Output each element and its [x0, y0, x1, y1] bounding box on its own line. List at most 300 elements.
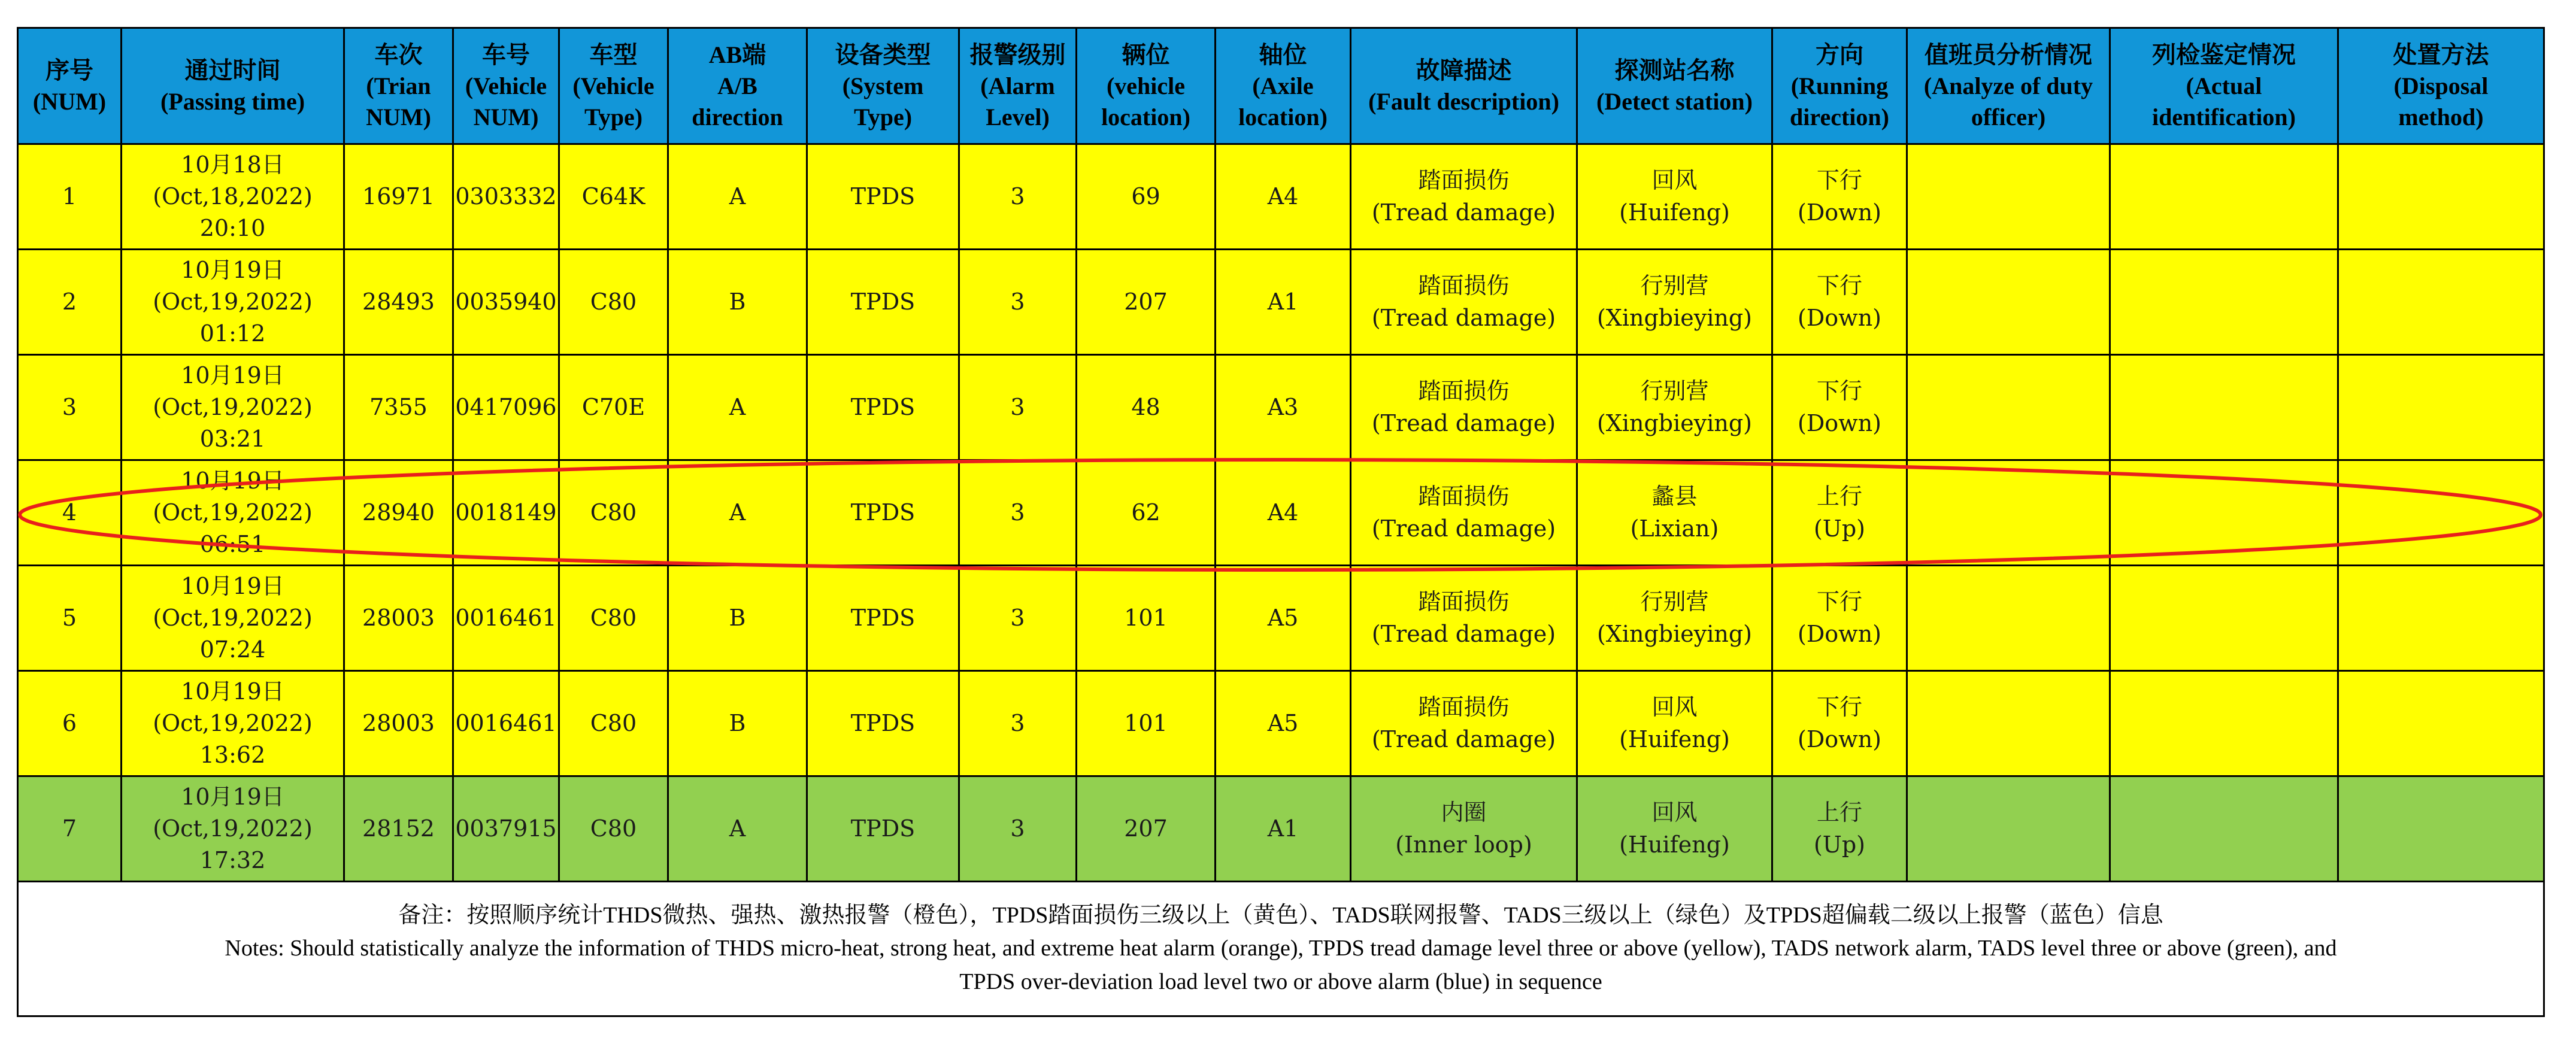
- header-cell: [559, 28, 668, 144]
- cell-text: (Oct,18,2022): [153, 183, 313, 210]
- ab-direction-cell: [668, 776, 807, 882]
- header-label-zh: 处置方法: [2393, 41, 2489, 68]
- header-cell: [807, 28, 959, 144]
- cell-text: 10月19日: [181, 678, 284, 705]
- alarm-level-cell: [959, 250, 1077, 355]
- cell-text: 69: [1131, 183, 1160, 210]
- cell-text: (Tread damage): [1371, 620, 1556, 647]
- vehicle-num-cell: [453, 144, 559, 250]
- header-label-en: (Analyze of duty: [1923, 72, 2093, 99]
- vehicle-location-cell: [1077, 144, 1216, 250]
- header-cell: [1077, 28, 1216, 144]
- detect-station-cell: [1577, 144, 1772, 250]
- cell-text: (Oct,19,2022): [153, 393, 313, 420]
- running-direction-cell: [1772, 144, 1907, 250]
- cell-text: C64K: [581, 183, 645, 210]
- cell-text: 28003: [362, 604, 435, 631]
- cell-text: 回风: [1651, 799, 1698, 826]
- cell-text: (Oct,19,2022): [153, 604, 313, 631]
- cell-text: TPDS: [850, 393, 916, 420]
- header-label-zh: 方向: [1816, 41, 1863, 68]
- cell-text: (Down): [1798, 199, 1881, 226]
- cell-text: 62: [1131, 499, 1160, 526]
- header-label-zh: 列检鉴定情况: [2152, 41, 2296, 68]
- cell-text: A: [729, 815, 746, 842]
- cell-text: (Down): [1798, 409, 1881, 436]
- cell-text: C80: [590, 709, 637, 736]
- cell-text: 0037915: [455, 815, 557, 842]
- header-label-zh: 探测站名称: [1614, 56, 1735, 84]
- disposal-method-cell: [2338, 776, 2544, 882]
- cell-text: 03:21: [199, 426, 266, 453]
- cell-text: TPDS: [850, 815, 916, 842]
- cell-text: 回风: [1651, 167, 1698, 194]
- ab-direction-cell: [668, 671, 807, 776]
- actual-identification-cell: [2110, 671, 2338, 776]
- cell-text: 下行: [1816, 588, 1862, 615]
- cell-text: 16971: [362, 183, 435, 210]
- duty-officer-analysis-cell: [1907, 566, 2110, 671]
- cell-text: 48: [1131, 393, 1160, 420]
- header-label-zh: 轴位: [1259, 41, 1307, 68]
- fault-description-cell: [1351, 355, 1577, 460]
- header-label-en: (Axile: [1252, 72, 1314, 99]
- detect-station-cell: [1577, 776, 1772, 882]
- header-cell: [1216, 28, 1351, 144]
- train-num-cell: [344, 250, 453, 355]
- cell-text: 101: [1124, 709, 1168, 736]
- alarm-level-cell: [959, 671, 1077, 776]
- actual-identification-cell: [2110, 566, 2338, 671]
- table-header: [18, 28, 2544, 144]
- notes-cell: [18, 882, 2544, 1016]
- cell-text: C80: [590, 815, 637, 842]
- passing-time-cell: [122, 355, 344, 460]
- cell-text: 10月19日: [181, 362, 284, 389]
- cell-text: 207: [1124, 815, 1168, 842]
- cell-text: (Inner loop): [1395, 831, 1532, 858]
- table-row: [18, 144, 2544, 250]
- actual-identification-cell: [2110, 460, 2338, 566]
- vehicle-location-cell: [1077, 460, 1216, 566]
- cell-text: (Tread damage): [1371, 409, 1556, 436]
- axle-location-cell: [1216, 355, 1351, 460]
- cell-text: C80: [590, 499, 637, 526]
- ab-direction-cell: [668, 355, 807, 460]
- cell-text: 踏面损伤: [1418, 588, 1510, 615]
- cell-text: 0018149: [455, 499, 557, 526]
- num-cell: [18, 671, 122, 776]
- cell-text: 207: [1124, 288, 1168, 315]
- cell-text: (Tread damage): [1371, 726, 1556, 752]
- header-label-en2: direction): [1790, 103, 1889, 130]
- cell-text: 6: [62, 709, 77, 736]
- cell-text: (Up): [1813, 831, 1865, 858]
- running-direction-cell: [1772, 460, 1907, 566]
- header-label-en2: direction: [692, 103, 783, 130]
- header-cell: [1772, 28, 1907, 144]
- cell-text: 28940: [362, 499, 435, 526]
- cell-text: TPDS: [850, 709, 916, 736]
- duty-officer-analysis-cell: [1907, 776, 2110, 882]
- cell-text: TPDS: [850, 183, 916, 210]
- num-cell: [18, 460, 122, 566]
- header-label-zh: 辆位: [1122, 41, 1170, 68]
- notes-english-line-2: TPDS over-deviation load level two or above alarm (blue) in sequence: [959, 969, 1602, 994]
- cell-text: (Down): [1798, 620, 1881, 647]
- num-cell: [18, 355, 122, 460]
- header-label-en2: Type): [853, 103, 913, 130]
- cell-text: A1: [1267, 815, 1299, 842]
- vehicle-num-cell: [453, 671, 559, 776]
- cell-text: (Huifeng): [1619, 831, 1730, 858]
- header-label-en: (Vehicle: [572, 72, 654, 99]
- header-label-en2: method): [2398, 103, 2484, 130]
- header-label-zh: 车次: [374, 41, 423, 68]
- cell-text: 7: [62, 815, 77, 842]
- vehicle-type-cell: [559, 776, 668, 882]
- system-type-cell: [807, 460, 959, 566]
- cell-text: A5: [1267, 604, 1299, 631]
- num-cell: [18, 776, 122, 882]
- alarm-level-cell: [959, 355, 1077, 460]
- notes-chinese: 备注：按照顺序统计THDS微热、强热、激热报警（橙色），TPDS踏面损伤三级以上（黄色）、TADS联网报警、TADS三级以上（绿色）及TPDS超偏载二级以上报警（蓝色）信息: [398, 903, 2163, 928]
- cell-text: (Tread damage): [1371, 304, 1556, 331]
- cell-text: 下行: [1816, 167, 1862, 194]
- vehicle-type-cell: [559, 460, 668, 566]
- axle-location-cell: [1216, 144, 1351, 250]
- cell-text: C70E: [581, 393, 645, 420]
- cell-text: 踏面损伤: [1418, 483, 1510, 510]
- detect-station-cell: [1577, 566, 1772, 671]
- cell-text: (Up): [1813, 515, 1865, 542]
- cell-text: (Oct,19,2022): [153, 815, 313, 842]
- duty-officer-analysis-cell: [1907, 671, 2110, 776]
- header-label-zh: 车号: [482, 41, 530, 68]
- duty-officer-analysis-cell: [1907, 355, 2110, 460]
- cell-text: A: [729, 499, 746, 526]
- fault-description-cell: [1351, 566, 1577, 671]
- cell-text: 10月19日: [181, 467, 284, 494]
- header-label-zh: 车型: [589, 41, 638, 68]
- running-direction-cell: [1772, 671, 1907, 776]
- header-label-en: (vehicle: [1106, 72, 1186, 99]
- header-label-zh: 报警级别: [969, 41, 1066, 68]
- cell-text: A4: [1267, 183, 1299, 210]
- disposal-method-cell: [2338, 566, 2544, 671]
- cell-text: 踏面损伤: [1418, 694, 1510, 721]
- vehicle-type-cell: [559, 355, 668, 460]
- train-num-cell: [344, 355, 453, 460]
- header-label-en2: NUM): [366, 103, 431, 130]
- header-cell: [959, 28, 1077, 144]
- header-label-en: (Alarm: [980, 72, 1055, 99]
- vehicle-num-cell: [453, 566, 559, 671]
- header-label-zh: 故障描述: [1416, 56, 1512, 84]
- ab-direction-cell: [668, 460, 807, 566]
- vehicle-location-cell: [1077, 776, 1216, 882]
- ab-direction-cell: [668, 566, 807, 671]
- cell-text: (Oct,19,2022): [153, 709, 313, 736]
- detect-station-cell: [1577, 355, 1772, 460]
- train-num-cell: [344, 671, 453, 776]
- detect-station-cell: [1577, 460, 1772, 566]
- cell-text: 06:51: [199, 531, 266, 558]
- fault-description-cell: [1351, 250, 1577, 355]
- cell-text: 踏面损伤: [1418, 378, 1510, 405]
- alarm-level-cell: [959, 776, 1077, 882]
- cell-text: 3: [1010, 709, 1025, 736]
- train-num-cell: [344, 144, 453, 250]
- cell-text: A5: [1267, 709, 1299, 736]
- axle-location-cell: [1216, 566, 1351, 671]
- cell-text: 5: [62, 604, 77, 631]
- cell-text: (Oct,19,2022): [153, 499, 313, 526]
- header-label-zh: 通过时间: [184, 56, 281, 84]
- cell-text: A: [729, 393, 746, 420]
- vehicle-type-cell: [559, 671, 668, 776]
- table-row: [18, 566, 2544, 671]
- system-type-cell: [807, 355, 959, 460]
- cell-text: 28003: [362, 709, 435, 736]
- passing-time-cell: [122, 776, 344, 882]
- cell-text: 3: [1010, 815, 1025, 842]
- header-label-en2: Type): [584, 103, 643, 130]
- cell-text: A3: [1267, 393, 1299, 420]
- cell-text: (Xingbieying): [1596, 304, 1753, 331]
- axle-location-cell: [1216, 671, 1351, 776]
- cell-text: A4: [1267, 499, 1299, 526]
- actual-identification-cell: [2110, 144, 2338, 250]
- alarm-level-cell: [959, 460, 1077, 566]
- system-type-cell: [807, 776, 959, 882]
- axle-location-cell: [1216, 250, 1351, 355]
- header-cell: [2110, 28, 2338, 144]
- system-type-cell: [807, 250, 959, 355]
- vehicle-num-cell: [453, 460, 559, 566]
- vehicle-location-cell: [1077, 355, 1216, 460]
- cell-text: 101: [1124, 604, 1168, 631]
- cell-text: 01:12: [199, 320, 266, 347]
- header-cell: [1351, 28, 1577, 144]
- cell-text: 上行: [1816, 483, 1862, 510]
- vehicle-location-cell: [1077, 566, 1216, 671]
- cell-text: 17:32: [199, 847, 266, 874]
- cell-text: (Down): [1798, 726, 1881, 752]
- cell-text: 10月19日: [181, 256, 284, 283]
- header-cell: [668, 28, 807, 144]
- duty-officer-analysis-cell: [1907, 144, 2110, 250]
- cell-text: 1: [62, 183, 77, 210]
- header-label-en: (Passing time): [160, 87, 305, 115]
- cell-text: 3: [1010, 288, 1025, 315]
- passing-time-cell: [122, 250, 344, 355]
- header-cell: [1907, 28, 2110, 144]
- cell-text: 行别营: [1640, 272, 1709, 299]
- cell-text: B: [729, 604, 746, 631]
- header-label-zh: AB端: [708, 41, 766, 68]
- cell-text: TPDS: [850, 288, 916, 315]
- table-row: [18, 776, 2544, 882]
- cell-text: (Lixian): [1630, 515, 1719, 542]
- cell-text: 下行: [1816, 694, 1862, 721]
- table-row: [18, 460, 2544, 566]
- header-label-en2: location): [1101, 103, 1190, 130]
- cell-text: (Tread damage): [1371, 515, 1556, 542]
- system-type-cell: [807, 566, 959, 671]
- vehicle-type-cell: [559, 144, 668, 250]
- header-cell: [1577, 28, 1772, 144]
- vehicle-location-cell: [1077, 671, 1216, 776]
- ab-direction-cell: [668, 250, 807, 355]
- header-label-en2: location): [1238, 103, 1328, 130]
- cell-text: 回风: [1651, 694, 1698, 721]
- cell-text: A: [729, 183, 746, 210]
- cell-text: C80: [590, 604, 637, 631]
- cell-text: 踏面损伤: [1418, 272, 1510, 299]
- header-label-en2: Level): [986, 103, 1050, 130]
- header-label-zh: 设备类型: [835, 41, 931, 68]
- header-label-en2: officer): [1971, 103, 2046, 130]
- detect-station-cell: [1577, 250, 1772, 355]
- disposal-method-cell: [2338, 250, 2544, 355]
- vehicle-type-cell: [559, 250, 668, 355]
- header-row: [18, 28, 2544, 144]
- cell-text: 蠡县: [1651, 483, 1698, 510]
- header-label-en: (Trian: [366, 72, 431, 99]
- fault-description-cell: [1351, 671, 1577, 776]
- cell-text: 3: [1010, 393, 1025, 420]
- axle-location-cell: [1216, 776, 1351, 882]
- duty-officer-analysis-cell: [1907, 460, 2110, 566]
- disposal-method-cell: [2338, 355, 2544, 460]
- passing-time-cell: [122, 460, 344, 566]
- cell-text: (Huifeng): [1619, 199, 1730, 226]
- cell-text: TPDS: [850, 604, 916, 631]
- vehicle-num-cell: [453, 776, 559, 882]
- table-body: [18, 144, 2544, 882]
- header-cell: [18, 28, 122, 144]
- header-label-en2: identification): [2152, 103, 2296, 130]
- header-label-en: (Actual: [2186, 72, 2262, 99]
- cell-text: 7355: [369, 393, 428, 420]
- num-cell: [18, 144, 122, 250]
- cell-text: 0016461: [455, 604, 557, 631]
- cell-text: (Xingbieying): [1596, 409, 1753, 436]
- num-cell: [18, 566, 122, 671]
- table-row: [18, 671, 2544, 776]
- cell-text: 0417096: [455, 393, 557, 420]
- header-label-zh: 值班员分析情况: [1925, 41, 2092, 68]
- alarm-level-cell: [959, 144, 1077, 250]
- running-direction-cell: [1772, 566, 1907, 671]
- alarm-report: [17, 27, 2544, 1017]
- header-label-en2: NUM): [473, 103, 539, 130]
- cell-text: 3: [1010, 499, 1025, 526]
- header-label-en: (Disposal: [2393, 72, 2489, 99]
- cell-text: 行别营: [1640, 378, 1709, 405]
- header-cell: [122, 28, 344, 144]
- header-cell: [453, 28, 559, 144]
- cell-text: (Oct,19,2022): [153, 288, 313, 315]
- actual-identification-cell: [2110, 776, 2338, 882]
- cell-text: 下行: [1816, 272, 1862, 299]
- header-cell: [2338, 28, 2544, 144]
- cell-text: 行别营: [1640, 588, 1709, 615]
- cell-text: 内圈: [1441, 799, 1487, 826]
- train-num-cell: [344, 566, 453, 671]
- passing-time-cell: [122, 566, 344, 671]
- cell-text: B: [729, 288, 746, 315]
- cell-text: 0303332: [455, 183, 557, 210]
- header-label-en: (Vehicle: [465, 72, 547, 99]
- header-cell: [344, 28, 453, 144]
- cell-text: (Huifeng): [1619, 726, 1730, 752]
- disposal-method-cell: [2338, 460, 2544, 566]
- running-direction-cell: [1772, 776, 1907, 882]
- cell-text: 4: [62, 499, 77, 526]
- cell-text: 10月19日: [181, 783, 284, 810]
- vehicle-type-cell: [559, 566, 668, 671]
- cell-text: A1: [1267, 288, 1299, 315]
- running-direction-cell: [1772, 355, 1907, 460]
- disposal-method-cell: [2338, 671, 2544, 776]
- cell-text: 20:10: [199, 215, 266, 242]
- train-num-cell: [344, 460, 453, 566]
- alarm-table: [17, 27, 2545, 1017]
- cell-text: 3: [1010, 604, 1025, 631]
- table-row: [18, 355, 2544, 460]
- header-label-en: (Fault description): [1368, 87, 1559, 115]
- vehicle-num-cell: [453, 250, 559, 355]
- notes-english-line-1: Notes: Should statistically analyze the information of THDS micro-heat, strong heat, and extreme heat alarm (orange), TPDS tread damage level three or above (yellow), TADS network alarm, TADS level three or above (green), and: [225, 936, 2337, 961]
- disposal-method-cell: [2338, 144, 2544, 250]
- fault-description-cell: [1351, 776, 1577, 882]
- fault-description-cell: [1351, 460, 1577, 566]
- running-direction-cell: [1772, 250, 1907, 355]
- cell-text: 28152: [362, 815, 435, 842]
- cell-text: C80: [590, 288, 637, 315]
- num-cell: [18, 250, 122, 355]
- header-label-en: (Detect station): [1596, 87, 1753, 115]
- vehicle-location-cell: [1077, 250, 1216, 355]
- cell-text: (Tread damage): [1371, 199, 1556, 226]
- system-type-cell: [807, 671, 959, 776]
- cell-text: 3: [62, 393, 77, 420]
- cell-text: (Down): [1798, 304, 1881, 331]
- axle-location-cell: [1216, 460, 1351, 566]
- train-num-cell: [344, 776, 453, 882]
- header-label-zh: 序号: [46, 56, 93, 84]
- cell-text: 10月18日: [181, 151, 284, 178]
- cell-text: (Xingbieying): [1596, 620, 1753, 647]
- alarm-level-cell: [959, 566, 1077, 671]
- actual-identification-cell: [2110, 250, 2338, 355]
- cell-text: 0035940: [455, 288, 557, 315]
- header-label-en: (NUM): [32, 87, 107, 115]
- actual-identification-cell: [2110, 355, 2338, 460]
- cell-text: 28493: [362, 288, 435, 315]
- cell-text: 07:24: [199, 636, 266, 663]
- cell-text: 2: [62, 288, 77, 315]
- cell-text: B: [729, 709, 746, 736]
- cell-text: 3: [1010, 183, 1025, 210]
- cell-text: 下行: [1816, 378, 1862, 405]
- cell-text: 10月19日: [181, 572, 284, 599]
- system-type-cell: [807, 144, 959, 250]
- detect-station-cell: [1577, 671, 1772, 776]
- cell-text: 上行: [1816, 799, 1862, 826]
